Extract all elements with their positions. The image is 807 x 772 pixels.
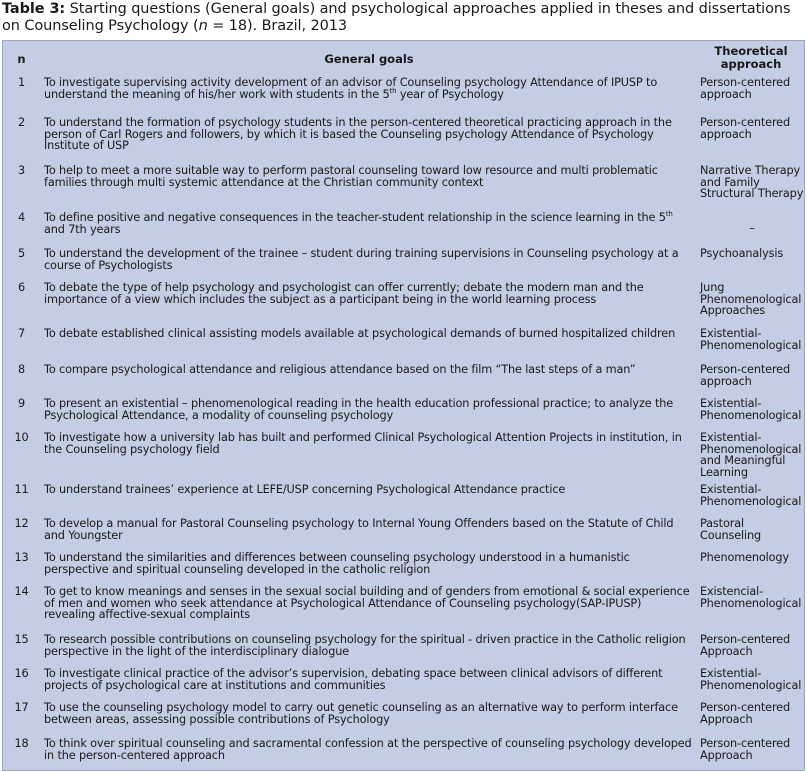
row-general-goal [40, 481, 698, 515]
goal-text: To investigate clinical practice of the advisor’s supervision, debating space between clinical advisors of different projects of psychological care at institutions and communities [44, 667, 663, 692]
row-number: 5 [17, 247, 26, 260]
goal-text-end: year of Psychology [396, 87, 504, 101]
row-number: 16 [14, 667, 29, 680]
row-general-goal [40, 699, 698, 735]
row-general-goal [40, 279, 698, 325]
row-theoretical-approach: Person-centered Approach [700, 737, 791, 762]
goal-text: To compare psychological attendance and religious attendance based on the film “The last steps of a man” [44, 363, 636, 376]
goal-superscript: th [665, 210, 673, 219]
row-general-goal [40, 665, 698, 699]
table-row [3, 74, 804, 114]
goal-text: To understand the similarities and differences between counseling psychology understood in a humanistic perspective and spiritual counseling developed in the catholic religion [44, 551, 630, 576]
goal-text: To help to meet a more suitable way to perform pastoral counseling toward low resource and multi problematic families through multi systemic attendance at the Christian community context [44, 164, 658, 189]
row-theoretical-approach: Narrative Therapy and Family Structural Therapy [700, 164, 804, 201]
goal-text: To investigate how a university lab has built and performed Clinical Psychological Attention Projects in institution, in the Counseling psychology field [44, 431, 682, 456]
table-row [3, 631, 804, 665]
goal-text: To use the counseling psychology model to carry out genetic counseling as an alternative way to perform interface between areas, assessing possible contributions of Psychology [44, 701, 678, 726]
header-approach-line1: Theoretical [714, 44, 788, 58]
row-number: 4 [17, 211, 26, 224]
row-theoretical-approach: Existential-Phenomenological [700, 483, 802, 508]
table-row [3, 665, 804, 699]
table-row [3, 162, 804, 209]
row-general-goal [40, 325, 698, 361]
table-row [3, 583, 804, 631]
row-general-goal [40, 631, 698, 665]
row-theoretical-approach: Person-centered approach [700, 76, 791, 101]
table-row [3, 279, 804, 325]
row-theoretical-approach: Person-centered Approach [700, 701, 791, 726]
row-theoretical-approach: Jung Phenomenological Approaches [700, 281, 802, 318]
row-number: 10 [14, 431, 29, 444]
caption-n-symbol: n [198, 18, 208, 34]
goal-text: To get to know meanings and senses in the sexual social building and of genders from emotional & social experience of men and women who seek attendance at Psychological Attendance of Counseling psychology(SAP-IPUSP) revealing affective-sexual complaints [44, 585, 690, 622]
caption-label: Table 3: [2, 1, 66, 17]
caption-text: Starting questions (General goals) and psychological approaches applied in theses and dissertations on Counseling Psychology ( [2, 1, 791, 34]
row-general-goal [40, 395, 698, 429]
row-number: 12 [14, 517, 29, 530]
table-row [3, 735, 804, 765]
table-row [3, 209, 804, 245]
row-number: 1 [17, 76, 26, 89]
header-approach-line2: approach [720, 56, 782, 71]
row-general-goal [40, 361, 698, 395]
row-number: 15 [14, 633, 29, 646]
row-theoretical-approach: Pastoral Counseling [700, 517, 762, 542]
goal-text: To debate the type of help psychology and psychologist can offer currently; debate the modern man and the importance of a view which includes the subject as a participant being in the world learning process [44, 281, 644, 306]
row-theoretical-approach: Phenomenology [700, 551, 789, 564]
goal-text: To understand the formation of psychology students in the person-centered theoretical practicing approach in the person of Carl Rogers and followers, by which it is based the Counseling psychology Attendance of Psychology Institute of USP [44, 116, 672, 153]
goals-table [3, 41, 804, 765]
row-general-goal [40, 114, 698, 162]
row-theoretical-approach: Existential-Phenomenological [700, 397, 802, 422]
row-theoretical-approach: Person-centered approach [700, 363, 791, 388]
row-number: 8 [17, 363, 26, 376]
row-theoretical-approach: Existential-Phenomenological [700, 327, 802, 352]
row-number: 18 [14, 737, 29, 750]
goal-text: To research possible contributions on counseling psychology for the spiritual - driven practice in the Catholic religion perspective in the light of the interdisciplinary dialogue [44, 633, 686, 658]
row-number: 17 [14, 701, 29, 714]
goal-text: To present an existential – phenomenological reading in the health education professional practice; to analyze the Psychological Attendance, a modality of counseling psychology [44, 397, 674, 422]
row-general-goal [40, 74, 698, 114]
row-theoretical-approach: Existential-Phenomenological and Meaningful Learning [700, 431, 802, 479]
goal-text: To define positive and negative consequences in the teacher-student relationship in the science learning in the 5 [44, 211, 666, 224]
row-theoretical-approach: Existential-Phenomenological [700, 667, 802, 692]
header-n: n [17, 52, 26, 66]
goals-table-container [2, 40, 805, 771]
row-general-goal [40, 515, 698, 549]
table-row [3, 114, 804, 162]
goal-text: To develop a manual for Pastoral Counseling psychology to Internal Young Offenders based on the Statute of Child and Youngster [44, 517, 674, 542]
goal-text-end: and 7th years [44, 222, 121, 236]
header-theoretical-approach [698, 41, 804, 74]
row-theoretical-approach: Psychoanalysis [700, 247, 784, 260]
table-row [3, 395, 804, 429]
row-number: 13 [14, 551, 29, 564]
goal-text: To debate established clinical assisting models available at psychological demands of burned hospitalized children [44, 327, 676, 340]
table-row [3, 325, 804, 361]
row-general-goal [40, 735, 698, 765]
table-row [3, 361, 804, 395]
table-row [3, 549, 804, 583]
header-general-goals: General goals [324, 52, 414, 66]
row-number: 3 [17, 164, 26, 177]
row-general-goal [40, 549, 698, 583]
goal-text: To understand the development of the trainee – student during training supervisions in Counseling psychology at a course of Psychologists [44, 247, 679, 272]
table-header-row [3, 41, 804, 74]
row-theoretical-approach: Existencial-Phenomenological [700, 585, 802, 610]
table-row [3, 699, 804, 735]
row-general-goal [40, 162, 698, 209]
row-theoretical-approach: Person-centered Approach [700, 633, 791, 658]
table-row [3, 481, 804, 515]
row-number: 2 [17, 116, 26, 129]
row-general-goal [40, 245, 698, 279]
row-number: 11 [14, 483, 29, 496]
caption-text-end: = 18). Brazil, 2013 [207, 18, 347, 34]
goal-text: To understand trainees’ experience at LEFE/USP concerning Psychological Attendance practice [44, 483, 566, 496]
row-number: 14 [14, 585, 29, 598]
table-caption [0, 0, 807, 38]
row-general-goal [40, 209, 698, 245]
row-theoretical-approach: – [749, 222, 755, 235]
row-theoretical-approach: Person-centered approach [700, 116, 791, 141]
table-row [3, 429, 804, 481]
table-row [3, 245, 804, 279]
goal-superscript: th [389, 86, 397, 95]
row-general-goal [40, 583, 698, 631]
row-number: 7 [17, 327, 26, 340]
table-row [3, 515, 804, 549]
goal-text: To investigate supervising activity development of an advisor of Counseling psychology Attendance of IPUSP to understand the meaning of his/her work with students in the 5 [44, 76, 658, 101]
goal-text: To think over spiritual counseling and sacramental confession at the perspective of counseling psychology developed in the person-centered approach [44, 737, 692, 762]
row-number: 6 [17, 281, 26, 294]
row-number: 9 [17, 397, 26, 410]
row-general-goal [40, 429, 698, 481]
